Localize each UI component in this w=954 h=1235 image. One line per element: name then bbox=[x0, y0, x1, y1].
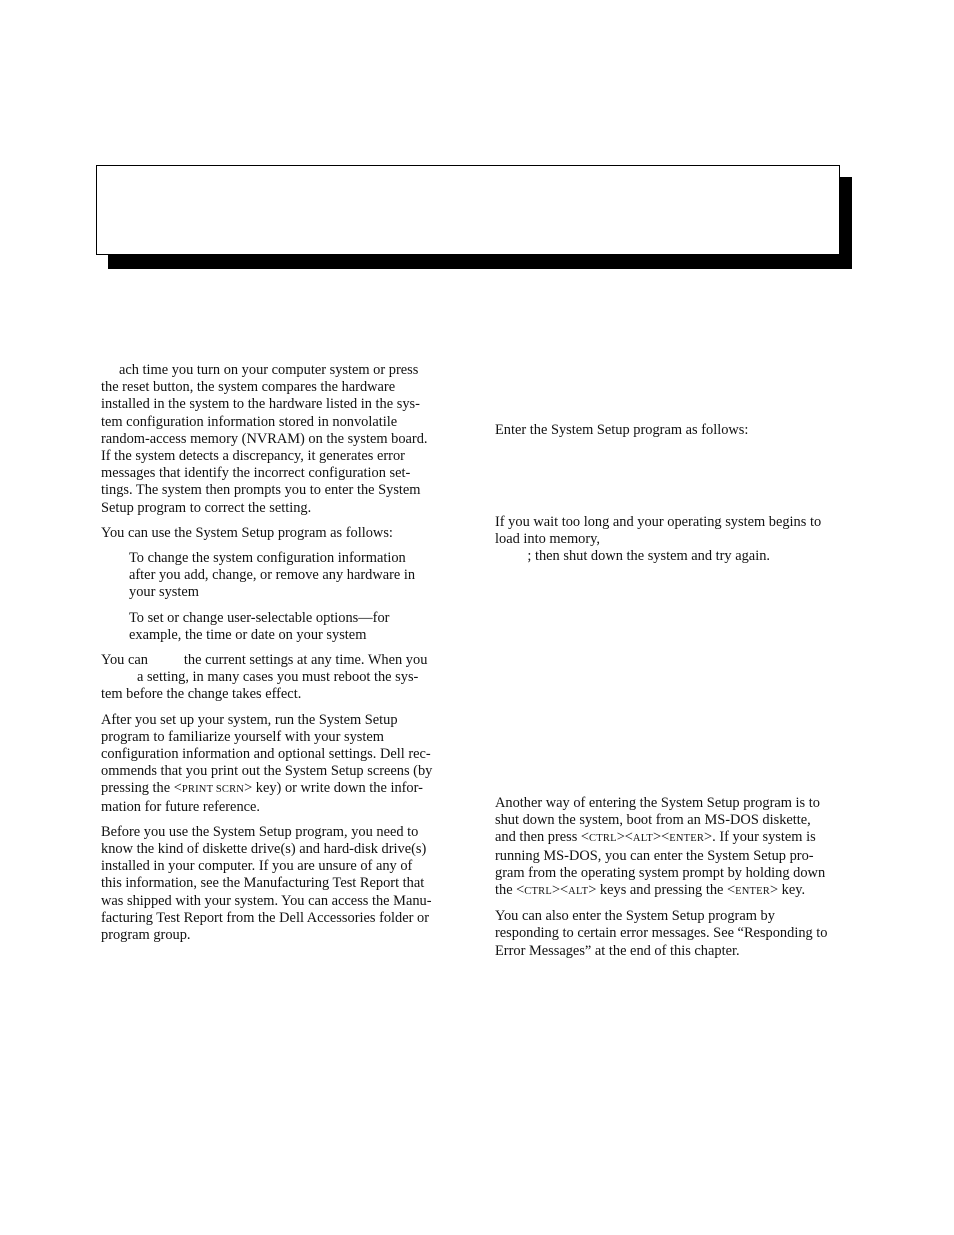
print-screen-key: PRINT SCRN bbox=[181, 784, 245, 796]
ctrl-alt-enter-line: and then press <CTRL><ALT><ENTER>. If your system is bbox=[495, 829, 816, 846]
after-setup-paragraph: After you set up your system, run the System Setup program to familiarize yourself with your system configuration information and optional settings. Dell rec- ommends that you print out the System Setup screens (by pressing the <PRINT SCRN> key) or write down the infor- mation for future reference. bbox=[101, 712, 461, 816]
print-screen-line: pressing the <PRINT SCRN> key) or write down the infor- bbox=[101, 780, 423, 797]
hold-keys-line: the <CTRL><ALT> keys and pressing the <ENTER> key. bbox=[495, 882, 806, 899]
bullet-change-configuration: To change the system configuration information after you add, change, or remove any hardware in your system bbox=[129, 550, 416, 601]
alt-key: ALT bbox=[568, 886, 589, 898]
error-messages-paragraph: You can also enter the System Setup program by responding to certain error messages. See “Responding to Error Messages” at the end of this chapter. bbox=[495, 908, 828, 959]
wait-too-long-paragraph: If you wait too long and your operating system begins to load into memory, ; then shut down the system and try again. bbox=[495, 514, 822, 565]
ctrl-key: CTRL bbox=[524, 886, 552, 898]
enter-setup-paragraph: Enter the System Setup program as follows: bbox=[495, 422, 749, 438]
enter-key: ENTER bbox=[669, 833, 705, 845]
uses-intro-paragraph: You can use the System Setup program as follows: bbox=[101, 524, 393, 541]
enter-key: ENTER bbox=[735, 886, 770, 898]
chapter-header-box bbox=[96, 165, 840, 255]
change-settings-paragraph: You can the current settings at any time. When you a setting, in many cases you must reboot the sys- tem before the change takes effect. bbox=[101, 652, 428, 703]
right-column bbox=[495, 422, 853, 968]
another-way-paragraph: Another way of entering the System Setup program is to shut down the system, boot from an MS-DOS diskette, and then press <CTRL><ALT><ENTER>. If your system is running MS-DOS, you can enter the System Setup pro- gram from the operating system prompt by holding down the <CTRL><ALT> keys and pressing the <ENTER> key. bbox=[495, 795, 853, 900]
intro-paragraph: ach time you turn on your computer system or press the reset button, the system compares the hardware installed in the system to the hardware listed in the sys- tem configuration information stored in nonvolatile random-access memory (NVRAM) on the system board. If the system detects a discrepancy, it generates error messages that identify the incorrect configuration set- tings. The system then prompts you to enter the System Setup program to correct the setting. bbox=[101, 362, 428, 516]
ctrl-key: CTRL bbox=[589, 833, 617, 845]
left-column bbox=[101, 362, 461, 952]
alt-key: ALT bbox=[632, 833, 653, 845]
bullet-user-options: To set or change user-selectable options—for example, the time or date on your system bbox=[129, 609, 390, 643]
before-use-paragraph: Before you use the System Setup program, you need to know the kind of diskette drive(s) and hard-disk drive(s) installed in your computer. If you are unsure of any of this information, see the Manufacturing Test Report that was shipped with your system. You can access the Manu- facturing Test Report from the Dell Accessories folder or program group. bbox=[101, 823, 432, 944]
